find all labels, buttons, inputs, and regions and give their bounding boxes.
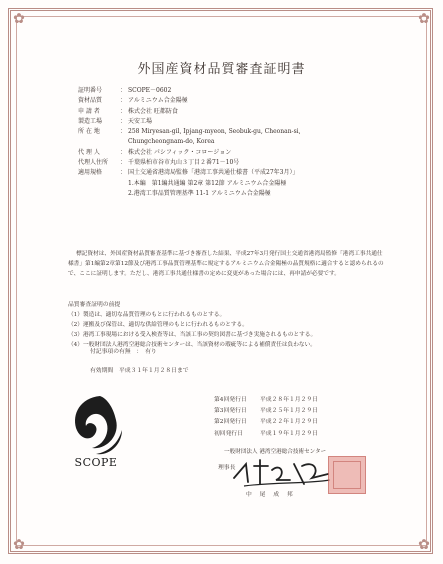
field-row-continued — [78, 189, 398, 199]
field-label: 申 請 者 — [78, 107, 100, 115]
field-colon: ： — [120, 128, 127, 136]
corner-ornament-icon: ✿ — [418, 11, 430, 27]
history-date: 平成２５年１月２９日 — [260, 408, 318, 415]
field-label: 所 在 地 — [78, 128, 100, 136]
field-label: 代理人住所 — [78, 159, 109, 167]
handwritten-signature-icon — [224, 456, 334, 490]
field-value: 258 Miryesan-gil, Ipjang-myeon, Seobuk-gu, Cheonan-si, — [128, 128, 301, 136]
history-row — [214, 417, 318, 428]
field-value: アルミニウム合金陽極 — [128, 97, 188, 105]
field-row — [78, 158, 398, 168]
history-row — [214, 395, 318, 406]
history-label: 第4回発行日 — [214, 397, 247, 403]
field-row — [78, 127, 398, 137]
certification-paragraph: 標記資材は、外国産資材品質審査基準に基づき審査した結果、平成27年3月発行国土交通省港湾局監修「港湾工事共通仕様書」第1編第2章第12節及び港湾工事品質管理基準に規定するアルミニウム合金陽極の品質規格に適合すると認められるので、ここに証明します。ただし、港湾工事共通仕様書の定めに変更があった場合には、再申請が必要です。 — [68, 251, 384, 277]
signatory-name: 中 尾 成 邦 — [246, 492, 296, 498]
history-row — [214, 429, 318, 440]
corner-ornament-icon: ✿ — [13, 11, 25, 27]
field-value: SCOPE－0602 — [128, 87, 172, 94]
field-colon: ： — [120, 148, 127, 156]
field-value: 株式会社 パシフィック・コロージョン — [128, 148, 232, 156]
field-row — [78, 168, 398, 178]
history-date: 平成１９年１月２９日 — [260, 430, 318, 437]
field-row — [78, 86, 398, 96]
history-date: 平成２８年１月２９日 — [260, 397, 318, 403]
certificate-title: 外国産資材品質審査証明書 — [137, 62, 306, 77]
field-colon: ： — [120, 159, 127, 167]
history-label: 第3回発行日 — [214, 408, 247, 415]
field-row — [78, 148, 398, 158]
conditions-heading: 品質審査証明の前提 — [68, 302, 121, 308]
issuer-organization: 一般財団法人 港湾空港総合技術センター — [224, 449, 327, 455]
field-colon: ： — [120, 117, 127, 125]
field-row-continued — [78, 137, 398, 147]
field-label: 製造工場 — [78, 117, 103, 125]
scope-logo-text: SCOPE — [74, 456, 118, 469]
field-list — [78, 86, 398, 199]
corner-ornament-icon: ✿ — [13, 537, 25, 553]
validity-period: 有効期間 平成３１年１月２８日まで — [90, 368, 189, 374]
field-value: 国土交通省港湾局監修「港湾工事共通仕様書（平成27年3月）」 — [128, 169, 299, 177]
field-colon: ： — [120, 97, 127, 105]
field-row-continued — [78, 179, 398, 189]
field-value: 株式会社 旺都防食 — [128, 107, 178, 115]
issue-history — [214, 395, 318, 440]
field-value: 天安工場 — [128, 117, 153, 125]
scope-logo-icon — [66, 392, 126, 464]
condition-item: （1）製造は、適切な品質管理のもとに行われるものとする。 — [68, 312, 226, 318]
field-value: 1.本編 第1編共通編 第2章 第12節 アルミニウム合金陽極 — [128, 179, 287, 187]
condition-item: （2）運搬及び保管は、適切な供給管理のもとに行われるものとする。 — [68, 321, 248, 328]
field-row — [78, 107, 398, 117]
field-label: 代 理 人 — [78, 148, 100, 156]
history-label: 初回発行日 — [214, 430, 243, 437]
field-row — [78, 96, 398, 106]
field-label: 資材品質 — [78, 97, 103, 105]
history-date: 平成２２年１月２９日 — [260, 419, 318, 426]
field-colon: ： — [120, 87, 127, 94]
history-label: 第2回発行日 — [214, 419, 247, 426]
field-label: 証明番号 — [78, 87, 103, 94]
field-colon: ： — [120, 107, 127, 115]
field-value: 2.港湾工事品質管理基準 11-1 アルミニウム合金陽極 — [128, 189, 271, 197]
field-colon: ： — [120, 169, 127, 177]
condition-item: （4）一般財団法人港湾空港総合技術センターは、当該資材の瑕疵等による補償責任は負わない。 — [68, 341, 316, 348]
field-label: 適用規格 — [78, 169, 103, 177]
field-value: Chungcheongnam-do, Korea — [128, 138, 215, 146]
supplementary-notes: 付記事項の有無 ： 有り — [90, 349, 157, 355]
history-row — [214, 406, 318, 417]
conditions-list — [68, 311, 388, 351]
field-value: 千葉県柏市谷市丸山３丁目２番71－10号 — [128, 159, 240, 167]
corner-ornament-icon: ✿ — [418, 537, 430, 553]
condition-item: （3）港湾工事現場における受入検査等は、当該工事の契約図書に基づき実施されるものとする。 — [68, 331, 317, 338]
official-seal-icon — [328, 456, 366, 494]
issuer-role: 理事長 — [218, 465, 236, 471]
field-row — [78, 117, 398, 127]
